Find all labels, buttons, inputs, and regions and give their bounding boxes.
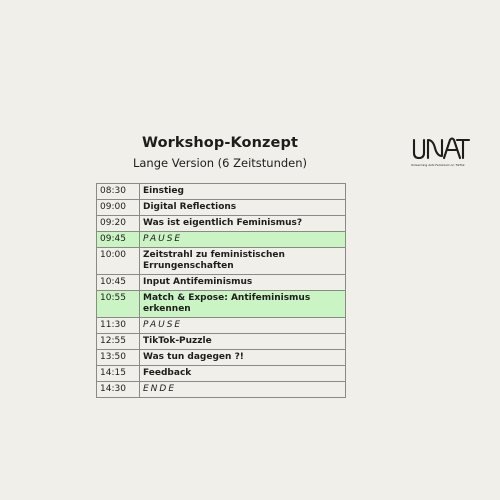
schedule-activity: Input Antifeminismus: [140, 275, 346, 291]
schedule-activity: Digital Reflections: [140, 200, 346, 216]
schedule-break: PAUSE: [140, 318, 346, 334]
schedule-row: [97, 232, 346, 248]
schedule-time: 09:00: [97, 200, 140, 216]
schedule-activity: Einstieg: [140, 184, 346, 200]
schedule-activity: Zeitstrahl zu feministischen Errungenschaften: [140, 248, 346, 275]
schedule-time: 12:55: [97, 334, 140, 350]
schedule-activity: Was ist eigentlich Feminismus?: [140, 216, 346, 232]
schedule-time: 10:00: [97, 248, 140, 275]
schedule-time: 14:30: [97, 382, 140, 398]
schedule-row: [97, 275, 346, 291]
schedule-time: 13:50: [97, 350, 140, 366]
schedule-time: 14:15: [97, 366, 140, 382]
schedule-table: [96, 183, 346, 398]
schedule-row: [97, 318, 346, 334]
schedule-row: [97, 350, 346, 366]
logo-tagline: Unlearning Anti-Feminism on TikTok: [411, 163, 465, 167]
unat-logo-mark: [411, 134, 471, 162]
schedule-activity: Feedback: [140, 366, 346, 382]
schedule-row: [97, 291, 346, 318]
schedule-time: 09:20: [97, 216, 140, 232]
schedule-time: 09:45: [97, 232, 140, 248]
schedule-row: [97, 200, 346, 216]
schedule-break: ENDE: [140, 382, 346, 398]
schedule-row: [97, 366, 346, 382]
schedule-time: 08:30: [97, 184, 140, 200]
schedule-break: PAUSE: [140, 232, 346, 248]
schedule-row: [97, 216, 346, 232]
schedule-time: 10:45: [97, 275, 140, 291]
unat-logo: [411, 134, 471, 174]
schedule-activity: TikTok-Puzzle: [140, 334, 346, 350]
schedule-row: [97, 248, 346, 275]
schedule-row: [97, 382, 346, 398]
schedule-activity: Match & Expose: Antifeminismus erkennen: [140, 291, 346, 318]
schedule-row: [97, 184, 346, 200]
schedule-time: 11:30: [97, 318, 140, 334]
schedule-time: 10:55: [97, 291, 140, 318]
schedule-row: [97, 334, 346, 350]
schedule-activity: Was tun dagegen ?!: [140, 350, 346, 366]
page-subtitle: Lange Version (6 Zeitstunden): [132, 156, 308, 170]
page-title: Workshop-Konzept: [142, 135, 298, 151]
